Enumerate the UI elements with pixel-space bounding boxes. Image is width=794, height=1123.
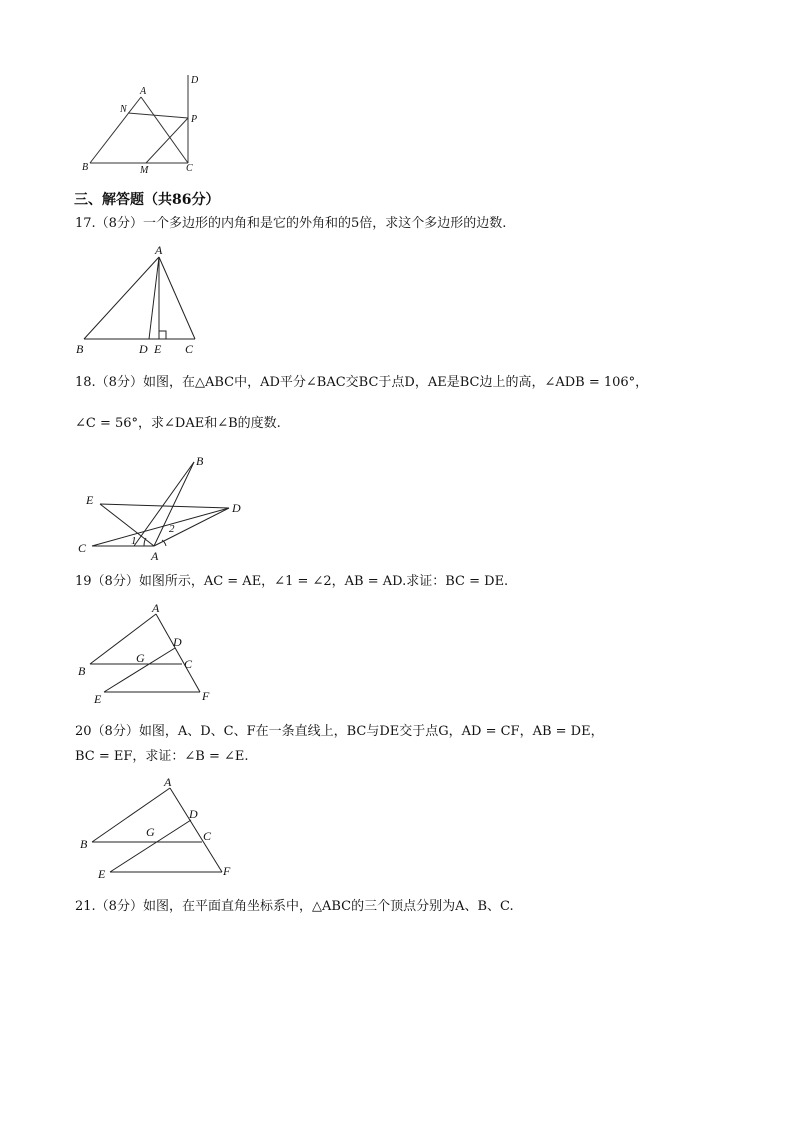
label-C: C	[78, 541, 87, 555]
label-D: D	[139, 342, 148, 356]
q20-line2: BC = EF，求证：∠B = ∠E.	[75, 749, 249, 764]
label-B: B	[196, 454, 204, 468]
label-B: B	[76, 342, 84, 356]
section-heading: 三、解答题（共86分）	[74, 192, 220, 208]
label-C: C	[203, 829, 212, 843]
q19-text: 19（8分）如图所示，AC = AE，∠1 = ∠2，AB = AD.求证：BC = DE.	[75, 574, 509, 589]
figure-top	[78, 70, 213, 175]
angle-1-label: 1	[131, 535, 137, 547]
label-A: A	[140, 86, 147, 97]
label-E: E	[86, 493, 94, 507]
angle-2-label: 2	[169, 523, 175, 535]
figure-q18	[72, 450, 252, 565]
label-E: E	[98, 867, 106, 881]
label-D: D	[191, 75, 199, 86]
label-F: F	[202, 689, 210, 703]
label-N: N	[120, 104, 127, 115]
label-M: M	[140, 165, 149, 175]
label-D: D	[189, 807, 198, 821]
label-D: D	[173, 635, 182, 649]
q18-line2: ∠C = 56°，求∠DAE和∠B的度数.	[75, 416, 281, 431]
label-C: C	[184, 657, 193, 671]
label-G: G	[136, 651, 145, 665]
label-F: F	[223, 864, 231, 878]
label-A: A	[151, 549, 159, 563]
label-B: B	[80, 837, 88, 851]
label-P: P	[191, 114, 198, 125]
label-E: E	[94, 692, 102, 706]
label-C: C	[186, 163, 193, 174]
figure-q19	[72, 600, 222, 710]
label-B: B	[82, 162, 89, 173]
q18-line1: 18.（8分）如图，在△ABC中，AD平分∠BAC交BC于点D，AE是BC边上的高，∠ADB = 106°，	[75, 375, 649, 390]
label-A: A	[152, 601, 160, 615]
label-A: A	[155, 243, 163, 257]
q17-text: 17.（8分）一个多边形的内角和是它的外角和的5倍，求这个多边形的边数.	[75, 216, 507, 231]
figure-q17	[72, 240, 207, 360]
q21-text: 21.（8分）如图，在平面直角坐标系中，△ABC的三个顶点分别为A、B、C.	[75, 899, 514, 914]
label-D: D	[232, 501, 241, 515]
label-B: B	[78, 664, 86, 678]
figure-q20	[72, 772, 242, 887]
label-E: E	[154, 342, 162, 356]
label-A: A	[164, 775, 172, 789]
label-G: G	[146, 825, 155, 839]
q20-line1: 20（8分）如图，A、D、C、F在一条直线上，BC与DE交于点G，AD = CF，AB = DE，	[75, 724, 604, 739]
label-C: C	[185, 342, 194, 356]
